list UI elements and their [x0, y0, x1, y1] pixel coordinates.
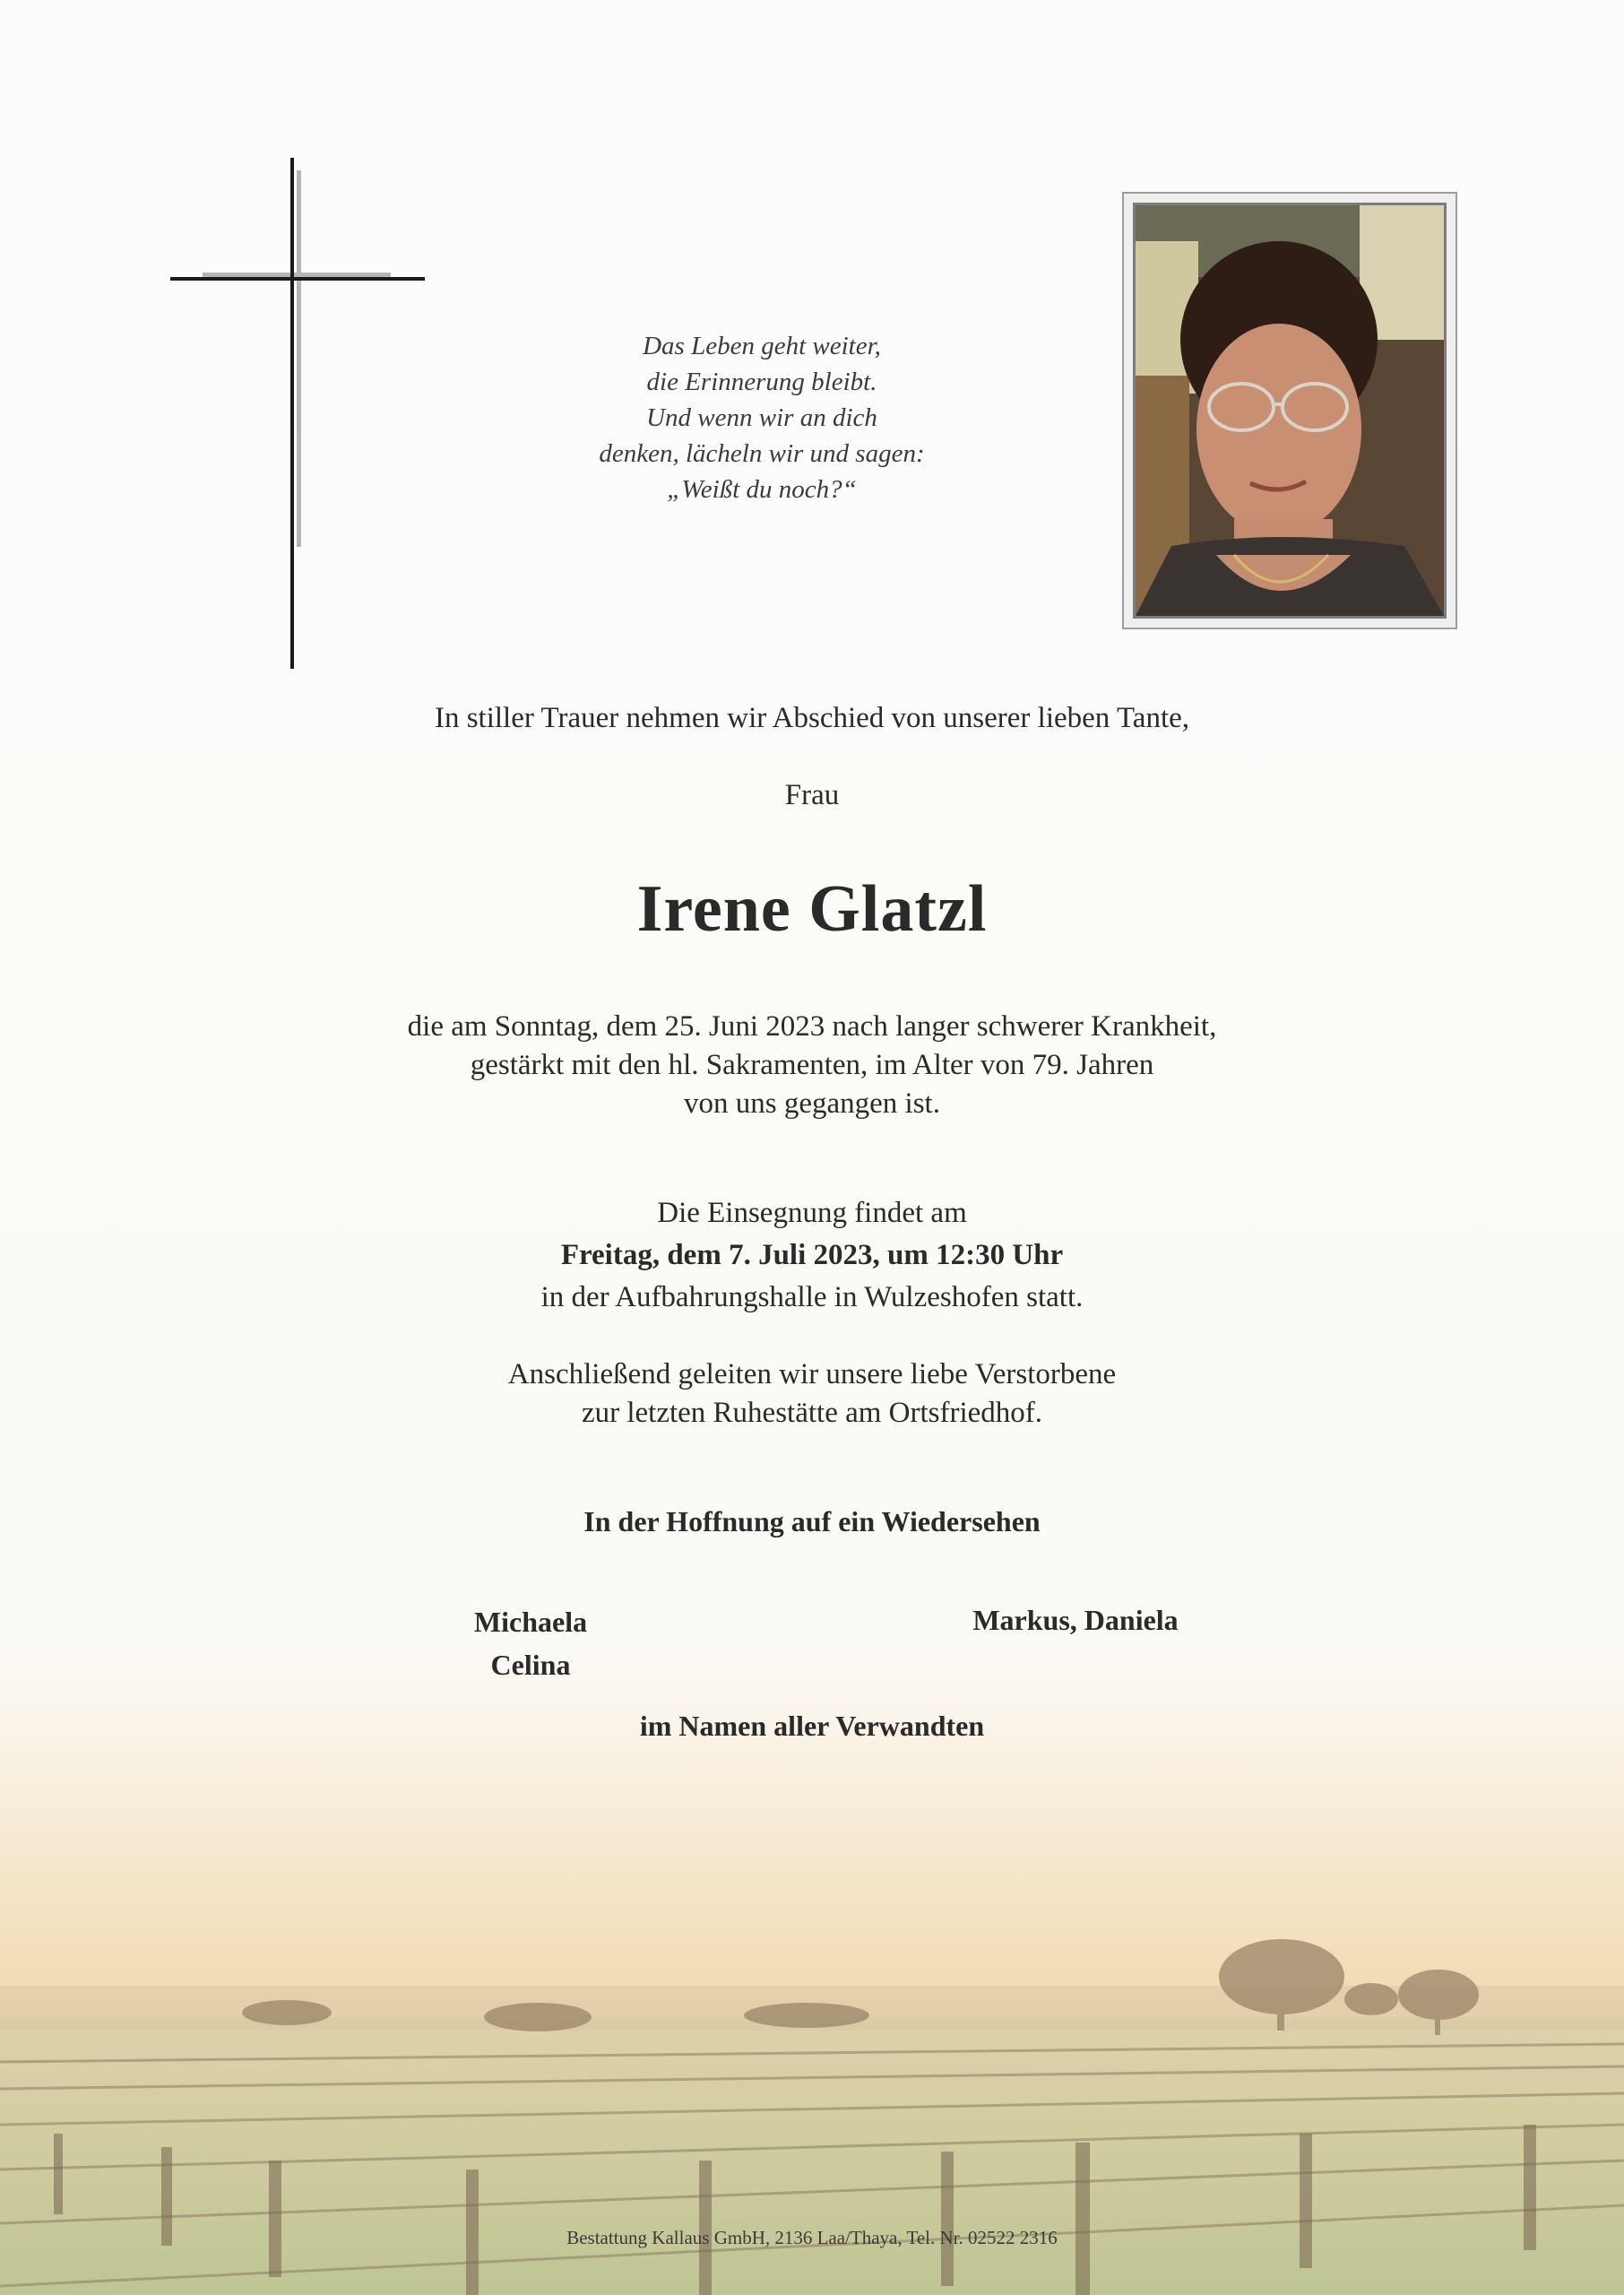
portrait-frame	[1122, 192, 1457, 629]
death-notice-line: die am Sonntag, dem 25. Juni 2023 nach langer schwerer Krankheit,	[407, 1010, 1217, 1043]
mourners-left	[396, 1600, 665, 1686]
deceased-name: Irene Glatzl	[636, 872, 988, 946]
intro-text: In stiller Trauer nehmen wir Abschied von unserer lieben Tante,	[434, 702, 1190, 734]
salutation: Frau	[784, 779, 840, 811]
poem-line: die Erinnerung bleibt.	[646, 368, 877, 396]
mourner-name: Celina	[490, 1649, 571, 1681]
poem-line: Und wenn wir an dich	[646, 403, 877, 432]
mourner-name: Markus, Daniela	[972, 1604, 1179, 1636]
death-notice	[0, 1008, 1624, 1123]
burial-line: zur letzten Ruhestätte am Ortsfriedhof.	[581, 1397, 1043, 1429]
cross-icon	[170, 158, 430, 673]
poem-line: denken, lächeln wir und sagen:	[599, 439, 925, 468]
mourners-right	[896, 1598, 1255, 1641]
poem-line: „Weißt du noch?“	[667, 475, 857, 504]
death-notice-line: gestärkt mit den hl. Sakramenten, im Alter von 79. Jahren	[470, 1049, 1154, 1081]
memorial-poem	[502, 328, 1022, 507]
footer-funeral-home: Bestattung Kallaus GmbH, 2136 Laa/Thaya, Tel. Nr. 02522 2316	[566, 2227, 1058, 2248]
ceremony-datetime: Freitag, dem 7. Juli 2023, um 12:30 Uhr	[560, 1239, 1064, 1271]
burial-info	[0, 1355, 1624, 1433]
death-notice-line: von uns gegangen ist.	[684, 1087, 940, 1120]
poem-line: Das Leben geht weiter,	[643, 332, 881, 360]
burial-line: Anschließend geleiten wir unsere liebe Verstorbene	[507, 1358, 1117, 1390]
ceremony-info	[0, 1192, 1624, 1319]
ceremony-line: Die Einsegnung findet am	[657, 1197, 967, 1229]
ceremony-location: in der Aufbahrungshalle in Wulzeshofen statt.	[540, 1281, 1084, 1313]
mourner-name: Michaela	[473, 1606, 588, 1638]
hope-text: In der Hoffnung auf ein Wiedersehen	[583, 1505, 1041, 1537]
on-behalf-text: im Namen aller Verwandten	[639, 1710, 985, 1742]
portrait-photo	[1133, 203, 1447, 619]
